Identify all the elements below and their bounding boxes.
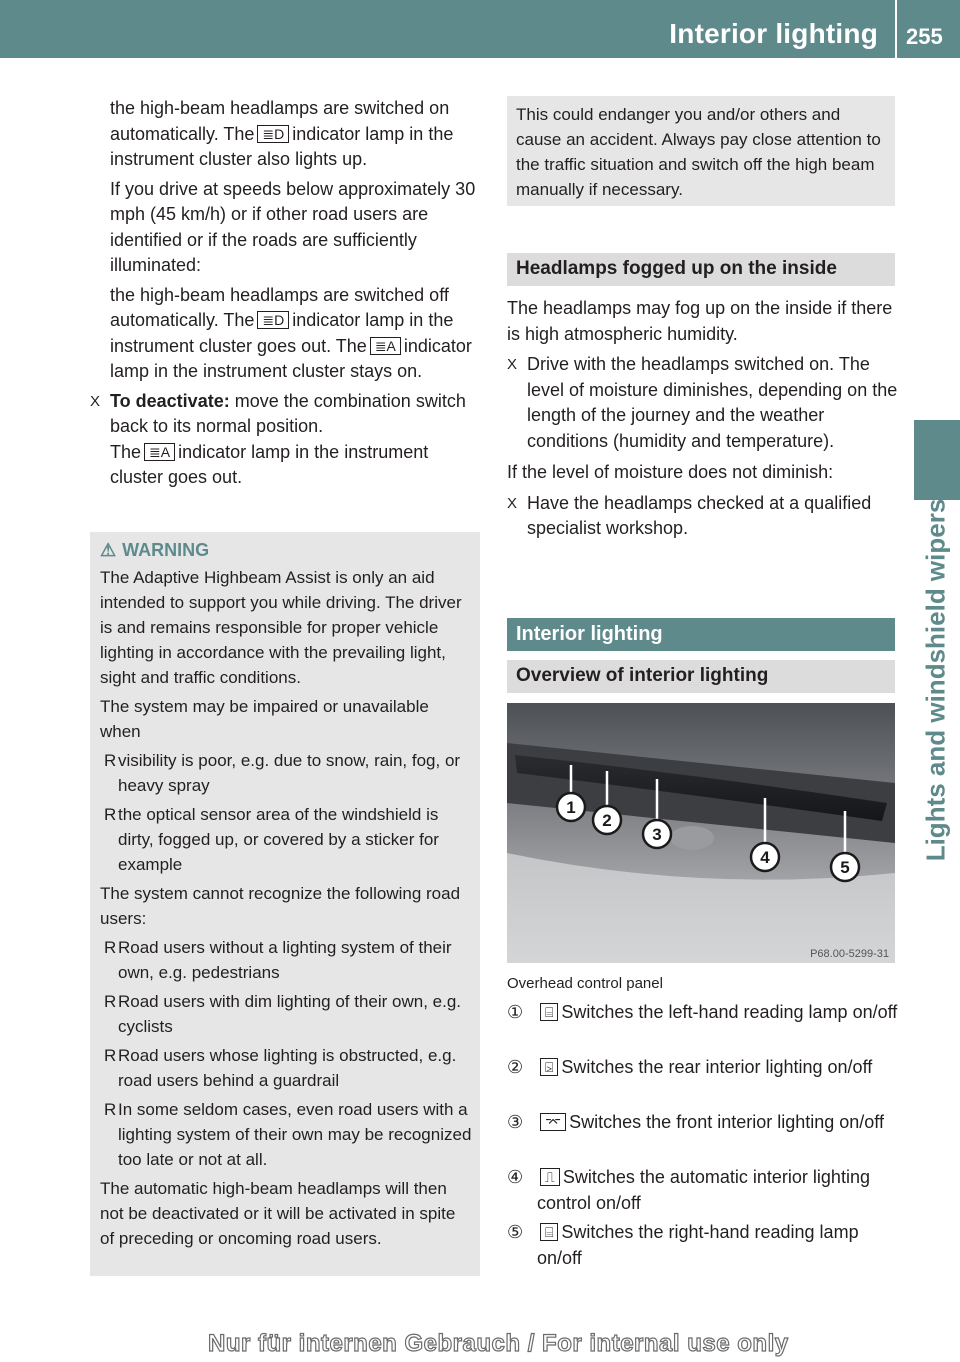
text: the high-beam headlamps are switched off automatically. The [110, 284, 449, 330]
section-heading-interior-lighting [507, 618, 895, 651]
fogged-section [507, 296, 899, 542]
text: indicator lamp in the instrument cluster stays on. [110, 335, 472, 381]
bullet: R [104, 1100, 117, 1119]
list-item [100, 1097, 472, 1172]
warning-paragraph: The Adaptive Highbeam Assist is only an aid intended to support you while driving. The driver is and remains responsible for proper vehicle lighting in accordance with the prevailing light, sight and traffic conditions. [100, 568, 462, 687]
bullet: R [104, 1046, 117, 1065]
legend-text: Switches the front interior lighting on/off [569, 1112, 884, 1132]
reading-lamp-icon: ⌸ [540, 1003, 558, 1021]
heading-text: Headlamps fogged up on the inside [516, 258, 837, 279]
legend-text: Switches the automatic interior lighting control on/off [537, 1167, 870, 1213]
warning-paragraph: The system may be impaired or unavailable when [100, 697, 429, 741]
warning-paragraph: The system cannot recognize the following road users: [100, 884, 461, 928]
text: move the combination switch back to its normal position. [110, 390, 466, 436]
legend-number: ④ [507, 1167, 524, 1187]
section-title: Interior lighting [669, 18, 878, 49]
subsection-heading-fogged [507, 253, 895, 286]
callout-4: 4 [760, 848, 770, 867]
warning-continuation-box [507, 96, 895, 206]
step-check [507, 491, 899, 542]
text: the high-beam headlamps are switched on automatically. The [110, 98, 450, 144]
text: Have the headlamps checked at a qualified specialist workshop. [527, 492, 872, 538]
reading-lamp-icon: ⌸ [540, 1223, 558, 1241]
legend-item [507, 1110, 902, 1136]
step-label: To deactivate: [110, 390, 230, 411]
legend-number: ③ [507, 1112, 524, 1132]
warning-heading [100, 538, 472, 563]
automatic-lighting-off-icon: ⎍ [540, 1168, 560, 1186]
legend-item [507, 1000, 902, 1026]
side-tab [912, 485, 960, 875]
side-tab-label: Lights and windshield wipers [920, 498, 951, 862]
list-item [100, 748, 472, 798]
warning-heading-text: WARNING [122, 540, 210, 560]
warning-continuation-text: This could endanger you and/or others and cause an accident. Always pay close attention to the traffic situation and switch off the high beam manually if necessary. [516, 105, 881, 199]
callout-3: 3 [652, 825, 662, 844]
step-deactivate [90, 389, 482, 491]
paragraph-high-beam-off [90, 283, 482, 385]
left-column [90, 96, 482, 491]
heading-text: Overview of interior lighting [516, 665, 769, 686]
paragraph-high-beam-on [90, 96, 482, 173]
subsection-heading-overview [507, 660, 895, 693]
high-beam-indicator-icon: ≣D [257, 311, 289, 329]
page-number: 255 [906, 24, 943, 49]
legend-number: ⑤ [507, 1222, 524, 1242]
legend-text: Switches the rear interior lighting on/off [561, 1057, 873, 1077]
front-interior-light-icon: ⌤ [540, 1113, 566, 1131]
image-code: P68.00-5299-31 [810, 948, 889, 960]
list-item [100, 1043, 472, 1093]
paragraph: The headlamps may fog up on the inside if there is high atmospheric humidity. [507, 298, 893, 344]
callout-1: 1 [566, 798, 576, 817]
page-header [0, 0, 960, 58]
paragraph: If the level of moisture does not diminish: [507, 462, 834, 482]
text: indicator lamp in the instrument cluster goes out. [110, 441, 429, 487]
legend-number: ② [507, 1057, 524, 1077]
header-divider [895, 0, 897, 58]
overhead-panel-illustration [507, 703, 895, 963]
text: Road users whose lighting is obstructed, e.g. road users behind a guardrail [118, 1046, 457, 1090]
legend-text: Switches the right-hand reading lamp on/off [537, 1222, 859, 1268]
text: indicator lamp in the instrument cluster also lights up. [110, 123, 454, 169]
legend-item [507, 1165, 902, 1216]
list-item [100, 989, 472, 1039]
high-beam-indicator-icon: ≣D [257, 125, 289, 143]
bullet: R [104, 938, 117, 957]
triangle-warning-icon: ⚠ [100, 540, 117, 560]
highbeam-assist-indicator-icon: ≣A [370, 337, 401, 355]
step-drive [507, 352, 899, 454]
callout-2: 2 [602, 811, 612, 830]
list-item [100, 802, 472, 877]
paragraph-speed-condition: If you drive at speeds below approximately 30 mph (45 km/h) or if other road users are identified or if the roads are sufficiently illuminated: [110, 178, 476, 275]
warning-box [90, 532, 480, 1276]
text: Road users with dim lighting of their own, e.g. cyclists [118, 992, 462, 1036]
legend-item [507, 1055, 902, 1081]
bullet: R [104, 751, 117, 770]
bullet: R [104, 992, 117, 1011]
text: the optical sensor area of the windshield is dirty, fogged up, or covered by a sticker for example [118, 805, 439, 874]
legend-item [507, 1220, 902, 1271]
footer-watermark: Nur für internen Gebrauch / For internal use only [208, 1330, 789, 1357]
step-arrow-icon: X [507, 494, 518, 512]
text: Drive with the headlamps switched on. The level of moisture diminishes, depending on the length of the journey and the weather conditions (humidity and temperature). [527, 354, 898, 451]
step-arrow-icon: X [507, 356, 518, 373]
text: visibility is poor, e.g. due to snow, rain, fog, or heavy spray [118, 751, 461, 795]
step-arrow-icon: X [90, 392, 101, 410]
text: indicator lamp in the instrument cluster goes out. The [110, 310, 454, 356]
heading-text: Interior lighting [516, 623, 663, 645]
callout-5: 5 [840, 858, 850, 877]
text: Road users without a lighting system of their own, e.g. pedestrians [118, 938, 452, 982]
legend-number: ① [507, 1002, 524, 1022]
text: In some seldom cases, even road users with a lighting system of their own may be recognized too late or not at all. [118, 1100, 472, 1169]
bullet: R [104, 805, 117, 824]
overhead-control-panel-photo [507, 703, 895, 963]
legend-text: Switches the left-hand reading lamp on/off [561, 1002, 898, 1022]
image-caption: Overhead control panel [507, 975, 663, 992]
rear-interior-light-icon: ⍄ [540, 1058, 558, 1076]
highbeam-assist-indicator-icon: ≣A [144, 443, 175, 461]
warning-paragraph: The automatic high-beam headlamps will then not be deactivated or it will be activated in spite of preceding or oncoming road users. [100, 1179, 456, 1248]
list-item [100, 935, 472, 985]
text: The [110, 441, 142, 462]
